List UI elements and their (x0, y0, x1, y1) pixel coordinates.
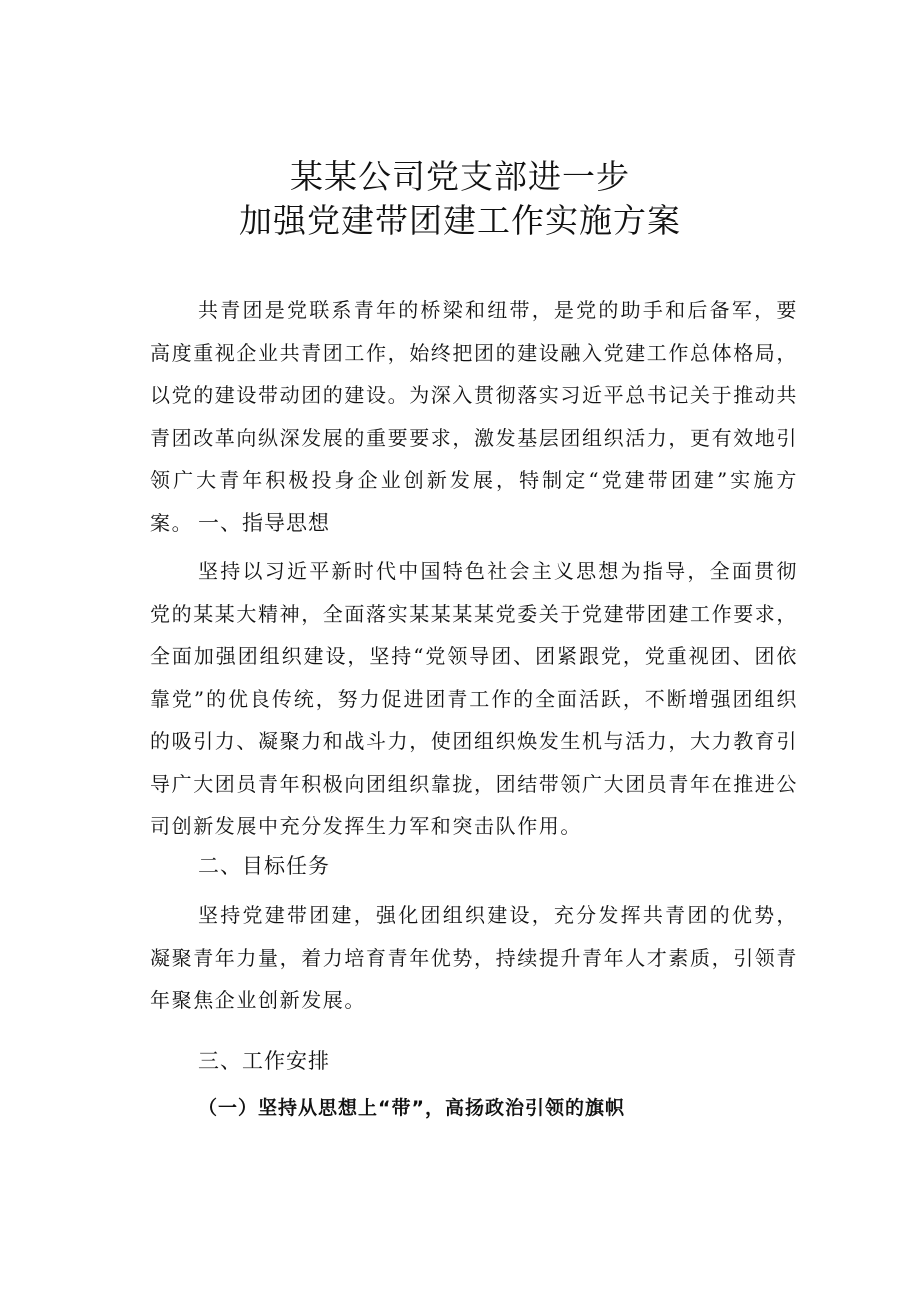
intro-paragraph: 共青团是党联系青年的桥梁和纽带，是党的助手和后备军，要高度重视企业共青团工作，始终把团的建设融入党建工作总体格局，以党的建设带动团的建设。为深入贯彻落实习近平总书记关于推动共青团改革向纵深发展的重要要求，激发基层团组织活力，更有效地引领广大青年积极投身企业创新发展，特制定“党建带团建”实施方案。 (150, 298, 798, 535)
subsection-heading-ideological-guidance: （一）坚持从思想上“带”，高扬政治引领的旗帜 (198, 1097, 625, 1119)
section-paragraph-guiding-ideology: 坚持以习近平新时代中国特色社会主义思想为指导，全面贯彻党的某某大精神，全面落实某某某某党委关于党建带团建工作要求，全面加强团组织建设，坚持“党领导团、团紧跟党，党重视团、团依靠党”的优良传统，努力促进团青工作的全面活跃，不断增强团组织的吸引力、凝聚力和战斗力，使团组织焕发生机与活力，大力教育引导广大团员青年积极向团组织靠拢，团结带领广大团员青年在推进公司创新发展中充分发挥生力军和突击队作用。 (150, 559, 798, 838)
section-paragraph-goals-tasks: 坚持党建带团建，强化团组织建设，充分发挥共青团的优势，凝聚青年力量，着力培育青年优势，持续提升青年人才素质，引领青年聚焦企业创新发展。 (150, 903, 798, 1012)
document-title-line-2: 加强党建带团建工作实施方案 (239, 201, 681, 240)
document-title-line-1: 某某公司党支部进一步 (290, 157, 630, 196)
section-heading-work-arrangements: 三、工作安排 (198, 1049, 330, 1073)
section-heading-goals-tasks: 二、目标任务 (198, 854, 330, 878)
section-heading-guiding-ideology: 一、指导思想 (198, 511, 330, 535)
